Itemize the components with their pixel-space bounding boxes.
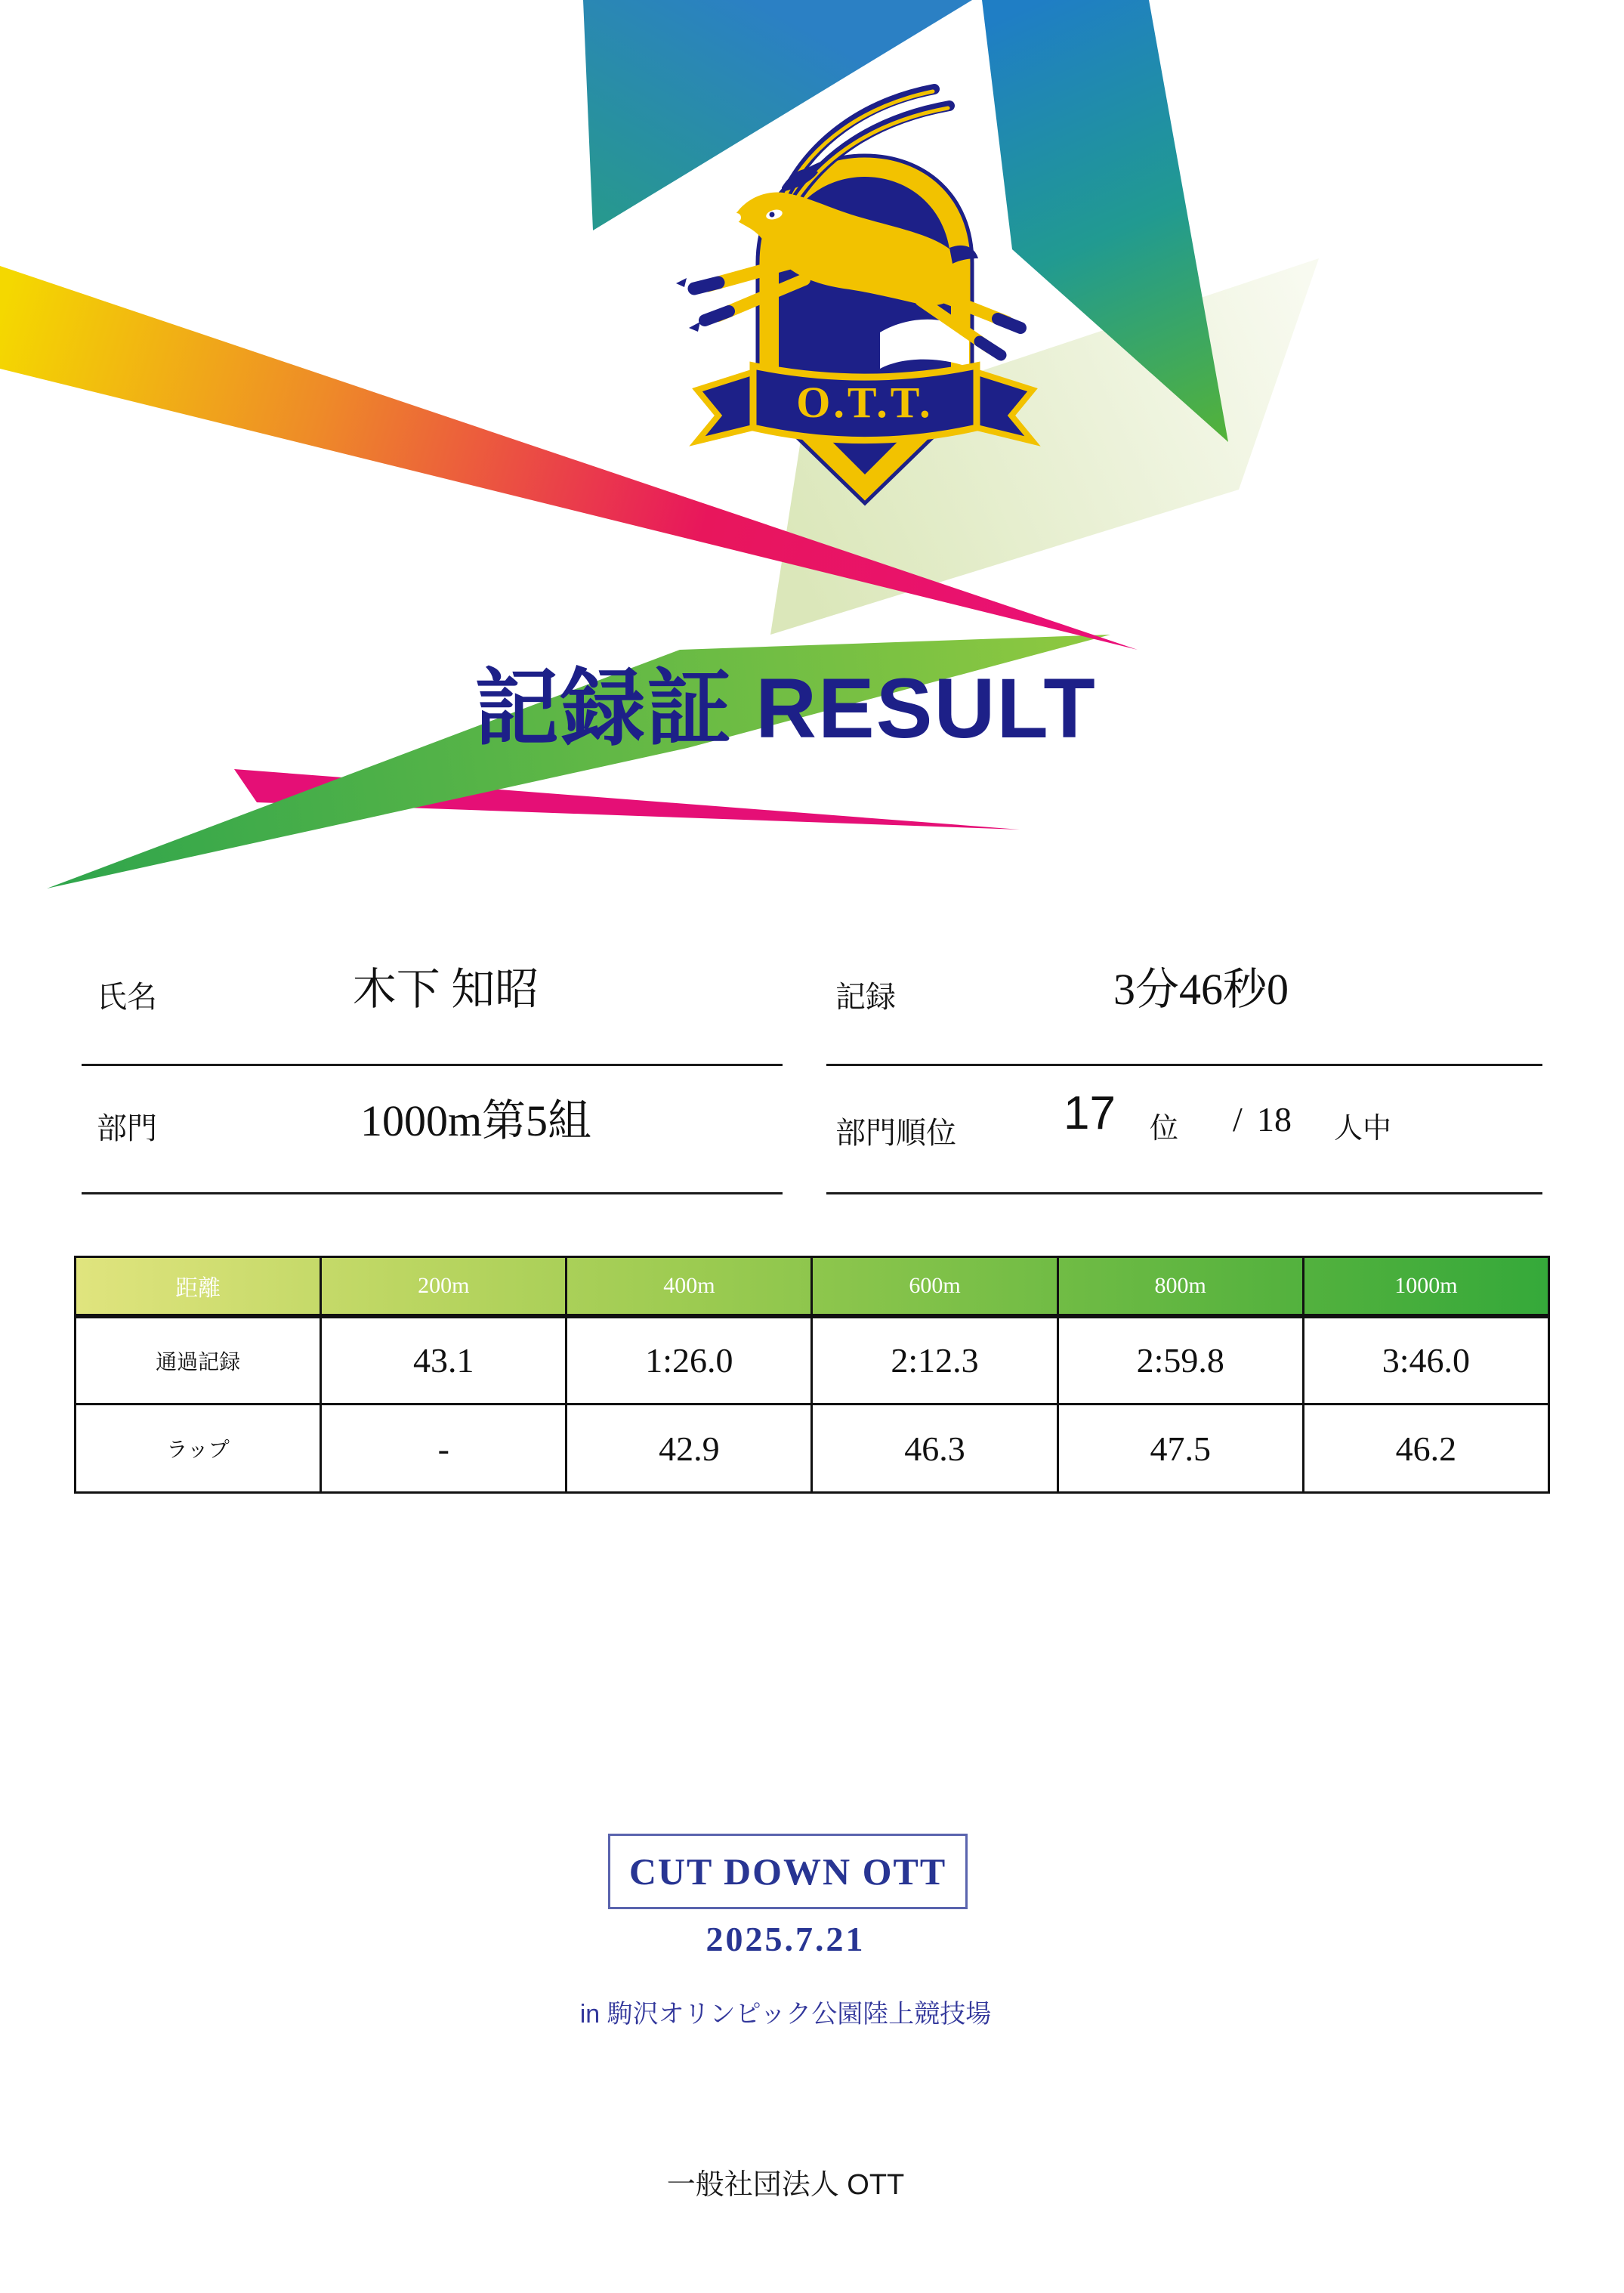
table-row-splits bbox=[76, 1316, 1549, 1405]
rank-total: 18 bbox=[1257, 1100, 1292, 1139]
col-header-800m: 800m bbox=[1057, 1257, 1303, 1316]
lap-600m: 46.3 bbox=[812, 1405, 1057, 1493]
split-200m: 43.1 bbox=[321, 1316, 567, 1405]
rank-value: 17 bbox=[1064, 1087, 1116, 1139]
gazelle-front-hoof2 bbox=[705, 311, 729, 320]
record-label: 記録 bbox=[835, 980, 896, 1014]
rank-total-slash: / bbox=[1233, 1100, 1243, 1139]
splits-table bbox=[74, 1256, 1550, 1494]
col-header-600m: 600m bbox=[812, 1257, 1057, 1316]
name-value: 木下 知昭 bbox=[352, 965, 539, 1014]
rank-underline bbox=[826, 1192, 1542, 1194]
rank-label: 部門順位 bbox=[835, 1116, 956, 1150]
lap-800m: 47.5 bbox=[1057, 1405, 1303, 1493]
lap-1000m: 46.2 bbox=[1303, 1405, 1548, 1493]
col-header-1000m: 1000m bbox=[1303, 1257, 1548, 1316]
motion-fleck bbox=[676, 278, 687, 287]
record-value: 3分46秒0 bbox=[1113, 965, 1289, 1014]
event-name-box bbox=[608, 1834, 968, 1909]
table-row-laps bbox=[76, 1405, 1549, 1493]
banner-text: O.T.T. bbox=[796, 378, 934, 427]
rank-total-suffix: 人中 bbox=[1334, 1113, 1392, 1145]
name-underline bbox=[82, 1064, 783, 1066]
page-title-en: RESULT bbox=[755, 661, 1097, 756]
event-date: 2025.7.21 bbox=[705, 1920, 866, 1958]
lap-200m: - bbox=[321, 1405, 567, 1493]
split-800m: 2:59.8 bbox=[1057, 1316, 1303, 1405]
gazelle-crest-icon bbox=[668, 66, 1061, 542]
page-title bbox=[0, 656, 1571, 762]
division-underline bbox=[82, 1192, 783, 1194]
row-label-laps: ラップ bbox=[76, 1405, 321, 1493]
record-underline bbox=[826, 1064, 1542, 1066]
gazelle-rear-hoof bbox=[998, 319, 1020, 328]
event-name: CUT DOWN OTT bbox=[628, 1850, 947, 1893]
row-label-splits: 通過記録 bbox=[76, 1316, 321, 1405]
page-title-jp: 記録証 bbox=[474, 661, 733, 756]
gazelle-pupil bbox=[770, 212, 775, 218]
splits-header-row bbox=[76, 1257, 1549, 1316]
rank-unit: 位 bbox=[1150, 1113, 1179, 1145]
gazelle-muzzle bbox=[732, 213, 741, 222]
organizer-footer: 一般社団法人 OTT bbox=[666, 2169, 905, 2201]
col-header-400m: 400m bbox=[567, 1257, 812, 1316]
split-400m: 1:26.0 bbox=[567, 1316, 812, 1405]
col-header-200m: 200m bbox=[321, 1257, 567, 1316]
split-600m: 2:12.3 bbox=[812, 1316, 1057, 1405]
gazelle-front-hoof bbox=[694, 283, 718, 289]
name-label: 氏名 bbox=[97, 980, 157, 1014]
ott-logo bbox=[668, 66, 1061, 542]
split-1000m: 3:46.0 bbox=[1303, 1316, 1548, 1405]
col-header-distance: 距離 bbox=[76, 1257, 321, 1316]
gazelle-rear-hoof2 bbox=[980, 341, 1001, 355]
motion-fleck2 bbox=[689, 322, 700, 332]
event-venue: in 駒沢オリンピック公園陸上競技場 bbox=[579, 2000, 992, 2029]
lap-400m: 42.9 bbox=[567, 1405, 812, 1493]
division-label: 部門 bbox=[97, 1111, 157, 1145]
division-value: 1000m第5組 bbox=[360, 1096, 592, 1145]
